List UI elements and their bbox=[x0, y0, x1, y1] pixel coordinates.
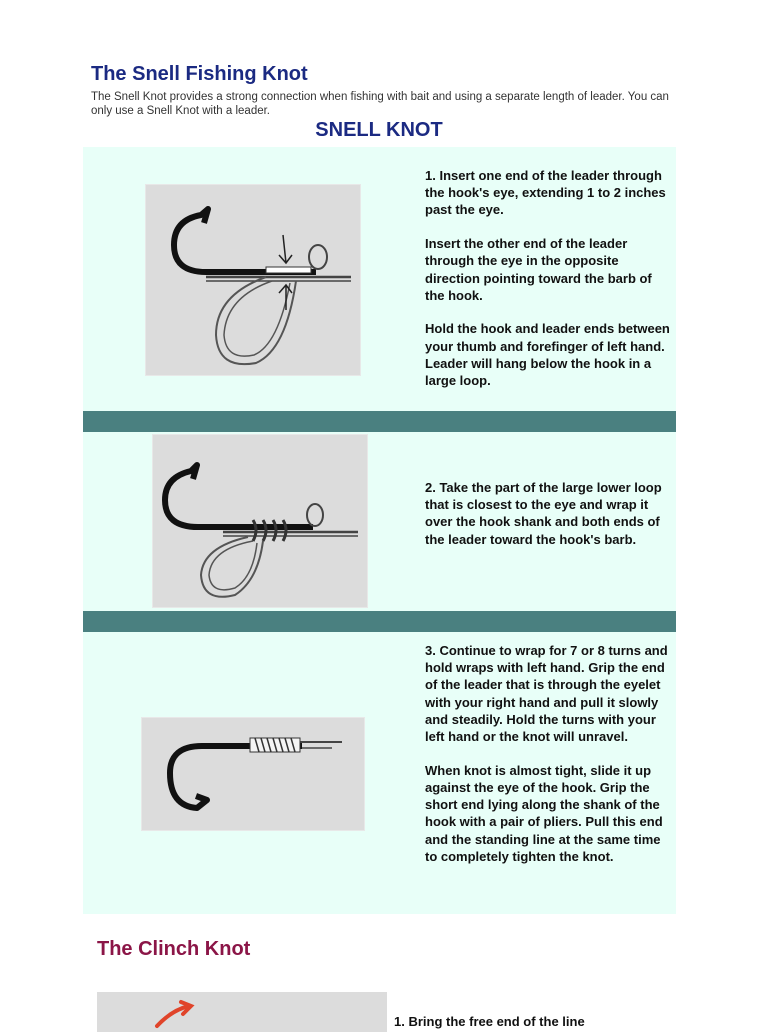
step-1-paragraph-1: 1. Insert one end of the leader through the hook's eye, extending 1 to 2 inches past the eye. bbox=[425, 168, 666, 218]
step-1-paragraph-2: Insert the other end of the leader through the eye in the opposite direction pointing toward the barb of the hook. bbox=[425, 236, 652, 303]
step-row-1 bbox=[83, 147, 676, 411]
hook-loop-illustration bbox=[145, 184, 361, 376]
step-1-paragraph-3: Hold the hook and leader ends between your thumb and forefinger of left hand. Leader will hang below the hook in a large loop. bbox=[425, 321, 670, 389]
clinch-knot-title: The Clinch Knot bbox=[97, 938, 251, 960]
step-3-text bbox=[425, 642, 673, 881]
intro-text: The Snell Knot provides a strong connection when fishing with bait and using a separate length of leader. You can only use a Snell Knot with a leader. bbox=[91, 91, 669, 117]
snell-steps-table bbox=[83, 147, 676, 914]
step-2-text bbox=[425, 479, 673, 564]
clinch-step-1-text: 1. Bring the free end of the line bbox=[394, 1014, 585, 1029]
section-heading: SNELL KNOT bbox=[315, 119, 443, 141]
step-2-paragraph-1: 2. Take the part of the large lower loop that is closest to the eye and wrap it over the hook shank and both ends of the leader toward the hook's barb. bbox=[425, 480, 662, 547]
step-row-3 bbox=[83, 632, 676, 914]
page-title: The Snell Fishing Knot bbox=[91, 63, 308, 85]
clinch-arrow-illustration bbox=[97, 992, 387, 1032]
step-1-text bbox=[425, 167, 673, 406]
step-row-2 bbox=[83, 432, 676, 611]
row-separator bbox=[83, 411, 676, 432]
step-3-paragraph-2: When knot is almost tight, slide it up against the eye of the hook. Grip the short end lying along the shank of the hook with a pair of pliers. Pull this end and the standing line at the same time to completely tighten the knot. bbox=[425, 762, 663, 864]
hook-wrap-illustration bbox=[152, 434, 368, 608]
row-separator bbox=[83, 611, 676, 632]
hook-tied-illustration bbox=[141, 717, 365, 831]
step-3-paragraph-1: 3. Continue to wrap for 7 or 8 turns and hold wraps with left hand. Grip the end of the leader that is through the eyelet with your right hand and pull it slowly and steadily. Hold the turns with your left hand or the knot will unravel. bbox=[425, 643, 668, 745]
